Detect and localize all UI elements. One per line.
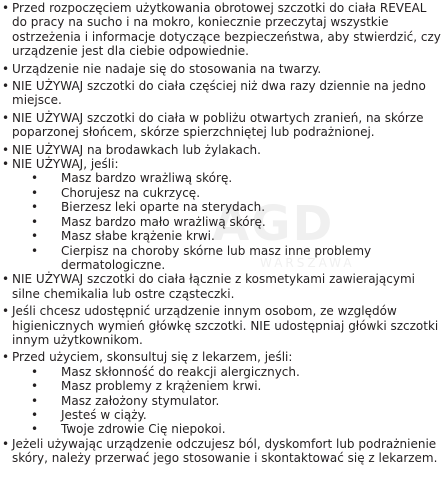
- bullet-icon: •: [2, 79, 10, 94]
- warning-text: NIE UŻYWAJ szczotki do ciała częściej niż dwa razy dziennie na jedno miejsce.: [12, 79, 426, 108]
- condition-item: [12, 408, 442, 422]
- warning-text: NIE UŻYWAJ szczotki do ciała łącznie z kosmetykami zawierającymi silne chemikalia lub ostre cząsteczki.: [12, 272, 415, 301]
- warning-item: [0, 437, 442, 466]
- bullet-icon: •: [31, 393, 39, 408]
- condition-text: Bierzesz leki oparte na sterydach.: [61, 200, 266, 215]
- bullet-icon: •: [2, 350, 10, 365]
- bullet-icon: •: [2, 1, 10, 15]
- warning-item: [0, 62, 442, 76]
- condition-text: Masz słabe krążenie krwi.: [61, 229, 215, 244]
- condition-text: Jesteś w ciąży.: [61, 407, 147, 422]
- warning-item: [0, 157, 442, 272]
- warning-text: NIE UŻYWAJ szczotki do ciała w pobliżu otwartych zranień, na skórze poparzonej słońcem, skórze spierzchniętej lub podrażnionej.: [12, 110, 424, 140]
- condition-item: [12, 244, 442, 273]
- condition-text: Masz bardzo mało wrażliwą skórę.: [61, 214, 266, 229]
- bullet-icon: •: [2, 436, 10, 451]
- warning-item: [0, 111, 442, 140]
- condition-text: Masz bardzo wrażliwą skórę.: [61, 171, 233, 186]
- condition-item: [12, 422, 442, 436]
- warning-text: Jeżeli używając urządzenie odczujesz ból, dyskomfort lub podrażnienie skóry, należy przerwać jego stosowanie i skontaktować się z lekarzem.: [12, 436, 438, 466]
- bullet-icon: •: [2, 157, 10, 172]
- condition-text: Chorujesz na cukrzycę.: [61, 185, 201, 200]
- bullet-icon: •: [31, 422, 39, 437]
- condition-text: Cierpisz na choroby skórne lub masz inne problemy dermatologiczne.: [61, 243, 372, 272]
- condition-text: Masz założony stymulator.: [61, 393, 220, 408]
- condition-text: Masz skłonność do reakcji alergicznych.: [61, 364, 300, 379]
- watermark-main-text: AGD: [212, 196, 335, 252]
- condition-item: [12, 186, 442, 200]
- condition-item: [12, 171, 442, 185]
- warning-text: Przed rozpoczęciem użytkowania obrotowej szczotki do ciała REVEAL do pracy na sucho i na mokro, koniecznie przeczytaj wszystkie ostrzeżenia i informacje dotyczące bezpieczeństwa, aby stwierdzić, czy urządzenie jest dla ciebie odpowiednie.: [12, 1, 441, 59]
- bullet-icon: •: [31, 171, 39, 186]
- condition-item: [12, 229, 442, 243]
- bullet-icon: •: [31, 243, 39, 258]
- condition-item: [12, 215, 442, 229]
- warning-item: [0, 272, 442, 301]
- bullet-icon: •: [31, 379, 39, 394]
- warning-text: Jeśli chcesz udostępnić urządzenie innym osobom, ze względów higienicznych wymień główkę szczotki. NIE udostępniaj główki szczotki innym użytkownikom.: [12, 304, 439, 347]
- condition-text: Twoje zdrowie Cię niepokoi.: [61, 422, 226, 437]
- condition-item: [12, 394, 442, 408]
- warning-item: [0, 350, 442, 436]
- warning-text: NIE UŻYWAJ na brodawkach lub żylakach.: [12, 142, 261, 157]
- warning-item: [0, 79, 442, 108]
- warning-text: Urządzenie nie nadaje się do stosowania na twarzy.: [12, 61, 322, 76]
- warning-item: [0, 304, 442, 347]
- watermark-sub-text: WARSZAWA: [260, 256, 355, 270]
- warning-item: [0, 143, 442, 157]
- bullet-icon: •: [2, 142, 10, 157]
- condition-list: [12, 365, 442, 437]
- bullet-icon: •: [31, 200, 39, 215]
- condition-list: [12, 171, 442, 272]
- condition-item: [12, 200, 442, 214]
- warning-text: Przed użyciem, skonsultuj się z lekarzem, jeśli:: [12, 350, 293, 365]
- warning-item: [0, 1, 442, 59]
- condition-text: Masz problemy z krążeniem krwi.: [61, 379, 262, 394]
- bullet-icon: •: [2, 272, 10, 287]
- condition-item: [12, 365, 442, 379]
- bullet-icon: •: [2, 61, 10, 76]
- warnings-list: [0, 1, 442, 466]
- bullet-icon: •: [31, 214, 39, 229]
- bullet-icon: •: [31, 229, 39, 244]
- bullet-icon: •: [31, 407, 39, 422]
- bullet-icon: •: [31, 364, 39, 379]
- condition-item: [12, 379, 442, 393]
- warning-text: NIE UŻYWAJ, jeśli:: [12, 157, 119, 172]
- bullet-icon: •: [2, 304, 10, 319]
- bullet-icon: •: [31, 185, 39, 200]
- bullet-icon: •: [2, 110, 10, 125]
